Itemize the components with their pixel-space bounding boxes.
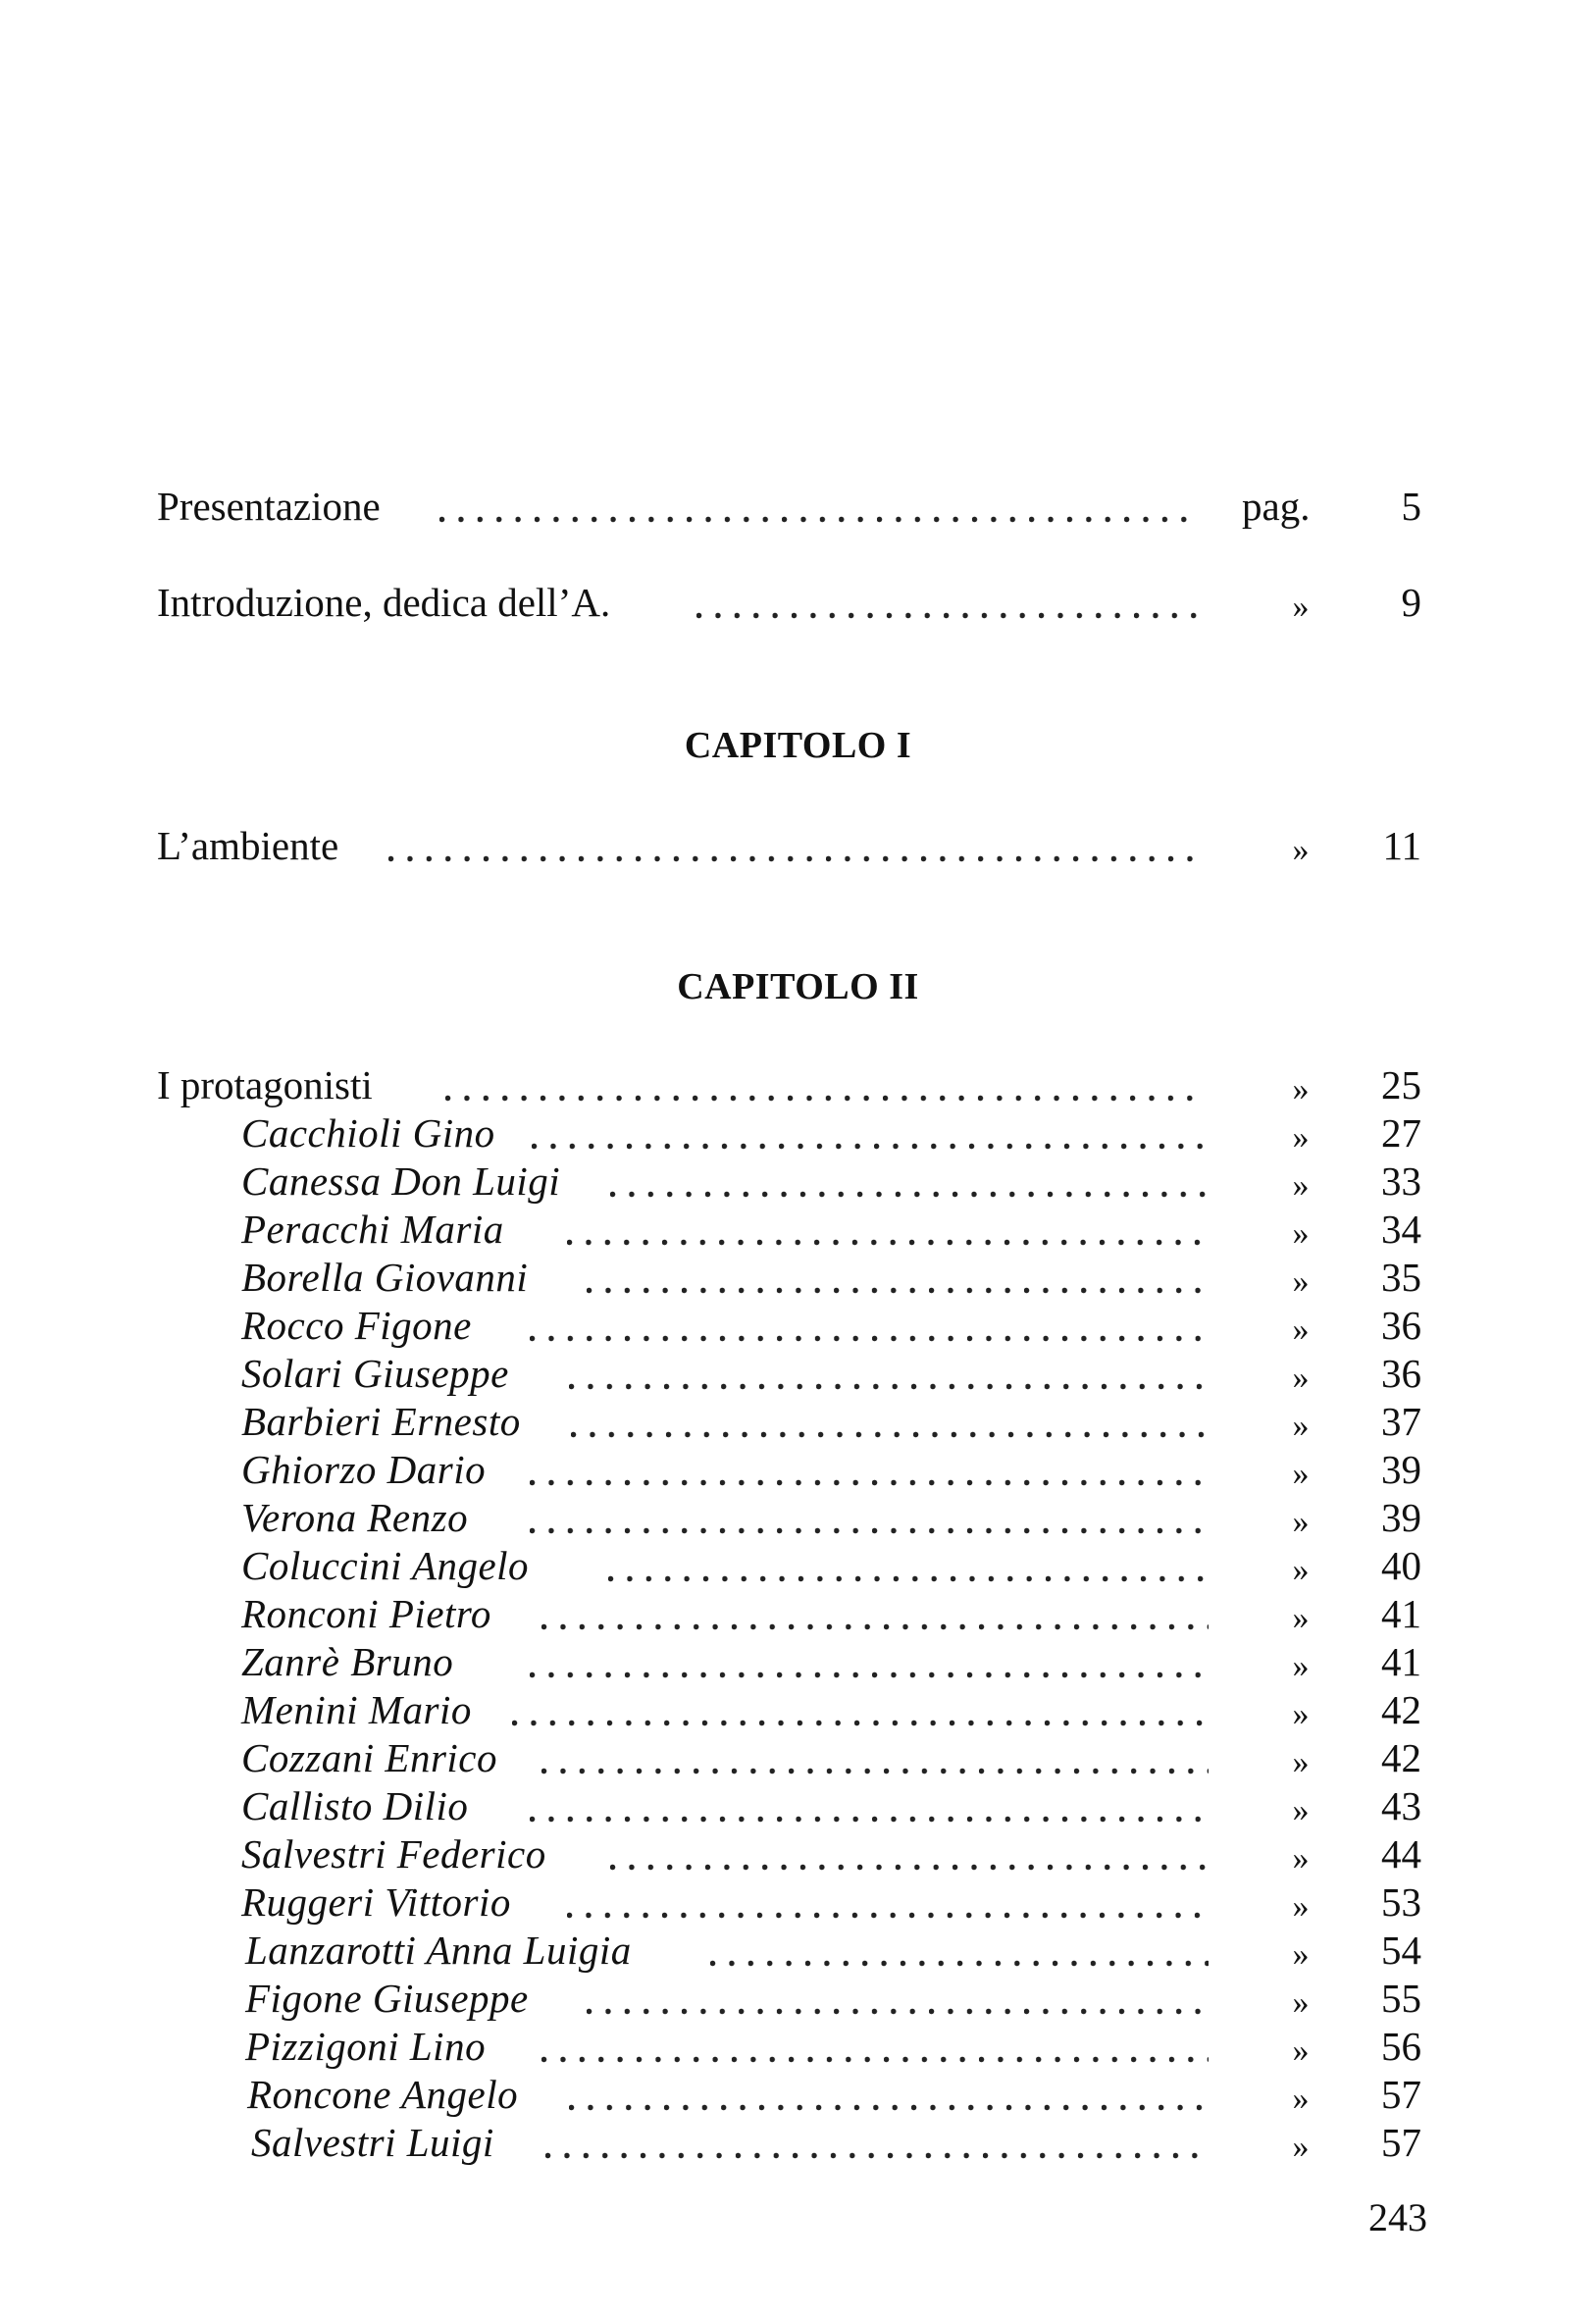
- toc-page-marker: »: [1292, 1792, 1310, 1828]
- toc-entry-title: Barbieri Ernesto: [241, 1399, 521, 1444]
- leader-dots: [710, 1960, 1209, 1968]
- leader-dots: [512, 1720, 1209, 1727]
- toc-page-number: 5: [1401, 484, 1421, 529]
- toc-entry-person: [0, 1444, 1596, 1499]
- leader-dots: [587, 1287, 1209, 1295]
- leader-dots: [610, 1864, 1209, 1872]
- toc-entry-title: Coluccini Angelo: [241, 1543, 530, 1588]
- toc-page-marker: »: [1292, 1888, 1310, 1925]
- toc-entry-title: Ruggeri Vittorio: [241, 1879, 511, 1925]
- leader-dots: [567, 1239, 1209, 1247]
- leader-dots: [388, 855, 1199, 863]
- toc-entry-title: Introduzione, dedica dell’A.: [157, 580, 611, 625]
- toc-page-number: 53: [1381, 1879, 1421, 1925]
- toc-entry-person: [0, 1540, 1596, 1595]
- leader-dots: [571, 1431, 1209, 1439]
- leader-dots: [569, 1383, 1209, 1391]
- toc-page-marker: »: [1292, 1215, 1310, 1252]
- toc-entry-person: [0, 2117, 1596, 2172]
- toc-page-number: 44: [1381, 1831, 1421, 1877]
- toc-entry-title: Callisto Dilio: [241, 1783, 469, 1828]
- toc-entry-title: Peracchi Maria: [241, 1207, 504, 1252]
- leader-dots: [541, 2056, 1209, 2064]
- toc-entry-title: I protagonisti: [157, 1062, 373, 1107]
- toc-page-number: 42: [1381, 1687, 1421, 1732]
- toc-page-marker: »: [1292, 1456, 1310, 1492]
- toc-page-marker: »: [1292, 1936, 1310, 1973]
- toc-page-number: 41: [1381, 1591, 1421, 1636]
- toc-entry-title: Cacchioli Gino: [241, 1110, 495, 1156]
- toc-entry-person: [0, 1156, 1596, 1210]
- toc-entry-person: [0, 1925, 1596, 1980]
- toc-page-number: 43: [1381, 1783, 1421, 1828]
- toc-page-marker: »: [1292, 1360, 1310, 1396]
- toc-entry-title: L’ambiente: [157, 823, 339, 868]
- toc-entry-title: Zanrè Bruno: [241, 1639, 454, 1684]
- toc-entry-person: [0, 1732, 1596, 1787]
- toc-page-number: 54: [1381, 1928, 1421, 1973]
- toc-entry-person: [0, 1107, 1596, 1162]
- leader-dots: [530, 1527, 1209, 1535]
- toc-page-marker: »: [1292, 2081, 1310, 2117]
- toc-page-marker: »: [1292, 1648, 1310, 1684]
- leader-dots: [530, 1479, 1209, 1487]
- leader-dots: [445, 1095, 1199, 1103]
- leader-dots: [569, 2104, 1209, 2112]
- toc-page-number: 41: [1381, 1639, 1421, 1684]
- toc-page-marker: »: [1292, 1119, 1310, 1156]
- toc-page-marker: »: [1292, 1744, 1310, 1780]
- toc-page-number: 36: [1381, 1303, 1421, 1348]
- toc-page-number: 56: [1381, 2024, 1421, 2069]
- toc-entry-person: [0, 1636, 1596, 1691]
- leader-dots: [545, 2152, 1209, 2160]
- toc-page-number: 57: [1381, 2120, 1421, 2165]
- toc-entry-protagonisti: [0, 1059, 1596, 1114]
- toc-entry-person: [0, 1348, 1596, 1403]
- toc-entry-title: Pizzigoni Lino: [245, 2024, 487, 2069]
- toc-page-marker: »: [1292, 1408, 1310, 1444]
- chapter-heading-2: CAPITOLO II: [677, 966, 919, 1007]
- toc-page-marker: »: [1292, 832, 1310, 868]
- toc-entry-person: [0, 1204, 1596, 1259]
- toc-entry-person: [0, 1252, 1596, 1307]
- toc-entry-title: Ghiorzo Dario: [241, 1447, 487, 1492]
- toc-entry-title: Roncone Angelo: [247, 2072, 519, 2117]
- toc-entry-person: [0, 1300, 1596, 1355]
- toc-page-number: 37: [1381, 1399, 1421, 1444]
- toc-page-marker: »: [1292, 2032, 1310, 2069]
- toc-entry-person: [0, 1780, 1596, 1835]
- toc-page-number: 40: [1381, 1543, 1421, 1588]
- toc-entry-person: [0, 1684, 1596, 1739]
- leader-dots: [567, 1912, 1209, 1920]
- toc-page-marker: »: [1292, 1263, 1310, 1300]
- toc-entry-person: [0, 1828, 1596, 1883]
- leader-dots: [532, 1143, 1209, 1151]
- toc-page-marker: »: [1292, 1600, 1310, 1636]
- leader-dots: [541, 1623, 1209, 1631]
- toc-entry-title: Verona Renzo: [241, 1495, 469, 1540]
- toc-page-marker: »: [1292, 1071, 1310, 1107]
- toc-entry-title: Ronconi Pietro: [241, 1591, 491, 1636]
- toc-page-marker: »: [1292, 1984, 1310, 2021]
- leader-dots: [610, 1191, 1209, 1199]
- toc-entry-title: Cozzani Enrico: [241, 1735, 497, 1780]
- toc-page-marker: »: [1292, 1696, 1310, 1732]
- toc-entry-title: Salvestri Federico: [241, 1831, 546, 1877]
- toc-page-number: 27: [1381, 1110, 1421, 1156]
- toc-entry-ambiente: [0, 820, 1596, 875]
- toc-entry-title: Salvestri Luigi: [251, 2120, 494, 2165]
- toc-page-number: 11: [1382, 823, 1421, 868]
- leader-dots: [530, 1671, 1209, 1679]
- toc-entry-title: Canessa Don Luigi: [241, 1158, 561, 1204]
- toc-entry-title: Rocco Figone: [241, 1303, 472, 1348]
- toc-page-marker: »: [1292, 2129, 1310, 2165]
- toc-entry-introduzione: [0, 577, 1596, 632]
- toc-page-number: 42: [1381, 1735, 1421, 1780]
- leader-dots: [530, 1335, 1209, 1343]
- toc-entry-person: [0, 1492, 1596, 1547]
- toc-page-marker: »: [1292, 1311, 1310, 1348]
- toc-page-number: 57: [1381, 2072, 1421, 2117]
- toc-page-number: 39: [1381, 1495, 1421, 1540]
- toc-entry-title: Menini Mario: [241, 1687, 472, 1732]
- toc-page-number: 25: [1381, 1062, 1421, 1107]
- toc-page-marker: »: [1292, 1840, 1310, 1877]
- toc-entry-person: [0, 2021, 1596, 2076]
- toc-entry-person: [0, 1973, 1596, 2028]
- toc-page-number: 34: [1381, 1207, 1421, 1252]
- toc-page-number: 9: [1401, 580, 1421, 625]
- toc-entry-presentazione: [0, 481, 1596, 536]
- toc-page-number: 36: [1381, 1351, 1421, 1396]
- toc-entry-title: Presentazione: [157, 484, 381, 529]
- leader-dots: [587, 2008, 1209, 2016]
- toc-entry-title: Borella Giovanni: [241, 1255, 529, 1300]
- toc-entry-person: [0, 1588, 1596, 1643]
- toc-entry-person: [0, 2069, 1596, 2124]
- toc-page-marker: »: [1292, 1552, 1310, 1588]
- page-number-folio: 243: [1368, 2195, 1427, 2239]
- leader-dots: [439, 516, 1199, 524]
- toc-page-number: 33: [1381, 1158, 1421, 1204]
- toc-page-marker: »: [1292, 1504, 1310, 1540]
- toc-entry-person: [0, 1396, 1596, 1451]
- toc-page-number: 39: [1381, 1447, 1421, 1492]
- toc-page-number: 55: [1381, 1976, 1421, 2021]
- toc-page-marker: pag.: [1242, 484, 1311, 529]
- leader-dots: [530, 1816, 1209, 1824]
- leader-dots: [608, 1575, 1209, 1583]
- leader-dots: [541, 1768, 1209, 1775]
- toc-entry-title: Lanzarotti Anna Luigia: [245, 1928, 632, 1973]
- toc-page-number: 35: [1381, 1255, 1421, 1300]
- toc-entry-title: Figone Giuseppe: [245, 1976, 529, 2021]
- toc-entry-person: [0, 1877, 1596, 1931]
- toc-page-marker: »: [1292, 1167, 1310, 1204]
- leader-dots: [696, 612, 1199, 620]
- toc-entry-title: Solari Giuseppe: [241, 1351, 509, 1396]
- toc-page-marker: »: [1292, 589, 1310, 625]
- chapter-heading-1: CAPITOLO I: [684, 725, 912, 766]
